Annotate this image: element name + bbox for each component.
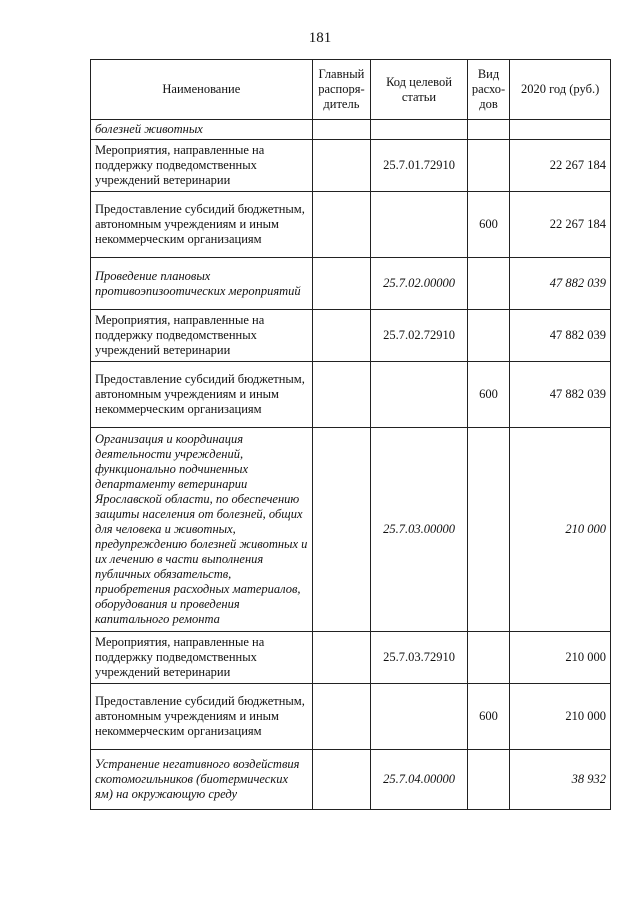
table-row bbox=[91, 258, 611, 310]
row-name-cell: Организация и координация деятельности учреждений, функционально подчиненных департаменту ветеринарии Ярославской области, по обеспечению защиты населения от болезней, общих для человека и животных, предупреждению болезней животных и их лечению в части выполнения публичных обязательств, приобретения расходных материалов, оборудования и проведения капитального ремонта bbox=[91, 428, 313, 632]
row-code-cell: 25.7.02.72910 bbox=[371, 310, 468, 362]
table-row bbox=[91, 362, 611, 428]
row-code-cell: 25.7.02.00000 bbox=[371, 258, 468, 310]
row-name-cell: Устранение негативного воздействия скотомогильников (биотермических ям) на окружающую среду bbox=[91, 750, 313, 810]
row-admin-cell bbox=[312, 120, 370, 140]
table-row bbox=[91, 684, 611, 750]
row-admin-cell bbox=[312, 428, 370, 632]
row-code-cell: 25.7.03.00000 bbox=[371, 428, 468, 632]
table-row bbox=[91, 120, 611, 140]
table-row bbox=[91, 428, 611, 632]
row-name-cell: Предоставление субсидий бюджетным, автономным учреждениям и иным некоммерческим организациям bbox=[91, 362, 313, 428]
row-amount-cell: 22 267 184 bbox=[510, 192, 611, 258]
row-name-cell: Мероприятия, направленные на поддержку подведомственных учреждений ветеринарии bbox=[91, 310, 313, 362]
row-admin-cell bbox=[312, 632, 370, 684]
table-row bbox=[91, 192, 611, 258]
row-amount-cell: 210 000 bbox=[510, 632, 611, 684]
header-admin: Главный распоря-дитель bbox=[312, 60, 370, 120]
header-code: Код целевой статьи bbox=[371, 60, 468, 120]
row-name-cell: Предоставление субсидий бюджетным, автономным учреждениям и иным некоммерческим организациям bbox=[91, 684, 313, 750]
row-amount-cell: 22 267 184 bbox=[510, 140, 611, 192]
row-admin-cell bbox=[312, 750, 370, 810]
row-type-cell bbox=[467, 140, 509, 192]
row-type-cell bbox=[467, 258, 509, 310]
row-amount-cell: 47 882 039 bbox=[510, 310, 611, 362]
table-header-row bbox=[91, 60, 611, 120]
budget-table bbox=[90, 59, 611, 810]
table-row bbox=[91, 750, 611, 810]
row-type-cell bbox=[467, 310, 509, 362]
row-code-cell: 25.7.03.72910 bbox=[371, 632, 468, 684]
row-amount-cell: 210 000 bbox=[510, 428, 611, 632]
table-row bbox=[91, 632, 611, 684]
header-name: Наименование bbox=[91, 60, 313, 120]
row-type-cell bbox=[467, 750, 509, 810]
row-code-cell: 25.7.01.72910 bbox=[371, 140, 468, 192]
row-name-cell: Предоставление субсидий бюджетным, автономным учреждениям и иным некоммерческим организациям bbox=[91, 192, 313, 258]
header-amount: 2020 год (руб.) bbox=[510, 60, 611, 120]
row-admin-cell bbox=[312, 310, 370, 362]
row-amount-cell: 47 882 039 bbox=[510, 258, 611, 310]
row-code-cell bbox=[371, 192, 468, 258]
row-name-cell: Проведение плановых противоэпизоотических мероприятий bbox=[91, 258, 313, 310]
row-code-cell bbox=[371, 684, 468, 750]
row-name-cell: болезней животных bbox=[91, 120, 313, 140]
table-row bbox=[91, 310, 611, 362]
table-body bbox=[91, 120, 611, 810]
row-code-cell bbox=[371, 362, 468, 428]
row-type-cell: 600 bbox=[467, 362, 509, 428]
row-admin-cell bbox=[312, 362, 370, 428]
row-admin-cell bbox=[312, 140, 370, 192]
page-number: 181 bbox=[308, 30, 332, 46]
row-amount-cell bbox=[510, 120, 611, 140]
table-row bbox=[91, 140, 611, 192]
row-code-cell bbox=[371, 120, 468, 140]
row-name-cell: Мероприятия, направленные на поддержку подведомственных учреждений ветеринарии bbox=[91, 632, 313, 684]
row-code-cell: 25.7.04.00000 bbox=[371, 750, 468, 810]
row-admin-cell bbox=[312, 258, 370, 310]
row-type-cell bbox=[467, 120, 509, 140]
header-type: Вид расхо-дов bbox=[467, 60, 509, 120]
row-type-cell bbox=[467, 428, 509, 632]
row-name-cell: Мероприятия, направленные на поддержку подведомственных учреждений ветеринарии bbox=[91, 140, 313, 192]
row-admin-cell bbox=[312, 192, 370, 258]
row-admin-cell bbox=[312, 684, 370, 750]
row-amount-cell: 38 932 bbox=[510, 750, 611, 810]
row-type-cell: 600 bbox=[467, 192, 509, 258]
row-type-cell: 600 bbox=[467, 684, 509, 750]
row-type-cell bbox=[467, 632, 509, 684]
row-amount-cell: 47 882 039 bbox=[510, 362, 611, 428]
row-amount-cell: 210 000 bbox=[510, 684, 611, 750]
